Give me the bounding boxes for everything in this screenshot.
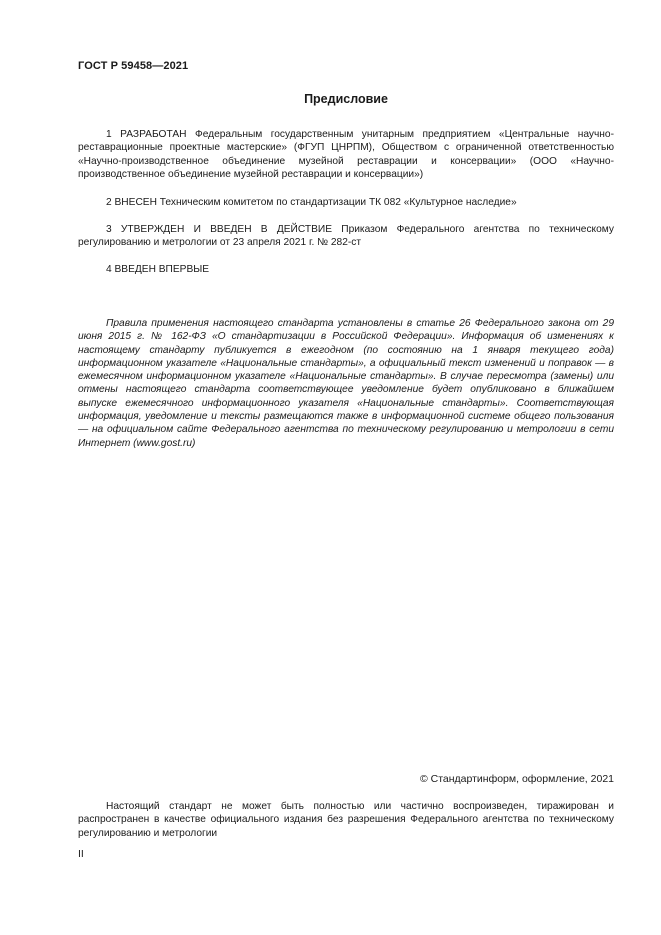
document-id: ГОСТ Р 59458—2021 bbox=[78, 60, 189, 72]
item-2 bbox=[78, 196, 614, 209]
page-title: Предисловие bbox=[304, 92, 388, 106]
notice-text: Правила применения настоящего стандарта установлены в статье 26 Федерального закона от 29 июня 2015 г. № 162-ФЗ «О стандартизации в Российской Федерации». Информация об изменениях к настоящему стандарту публикуется в ежегодном (по состоянию на 1 января текущего года) информационном указателе «Национальные стандарты», а официальный текст изменений и поправок — в ежемесячном информационном указателе «Национальные стандарты». В случае пересмотра (замены) или отмены настоящего стандарта соответствующее уведомление будет опубликовано в ближайшем выпуске ежемесячного информационного указателя «Национальные стандарты». Соответствующая информация, уведомление и тексты размещаются также в информационной системе общего пользования — на официальном сайте Федерального агентства по техническому регулированию и метрологии в сети Интернет (www.gost.ru) bbox=[78, 318, 614, 449]
item-4-text: 4 ВВЕДЕН ВПЕРВЫЕ bbox=[106, 264, 210, 275]
item-1-text: 1 РАЗРАБОТАН Федеральным государственным унитарным предприятием «Центральные научно-реставрационные проектные мастерские» (ФГУП ЦНРПМ), Обществом с ограниченной ответственностью «Научно-производственное объединение музейной реставрации и консервации» (ООО «Научно-производственное объединение музейной реставрации и консервации») bbox=[78, 129, 614, 180]
item-3 bbox=[78, 223, 614, 250]
item-1 bbox=[78, 128, 614, 181]
item-2-text: 2 ВНЕСЕН Техническим комитетом по стандартизации ТК 082 «Культурное наследие» bbox=[106, 197, 517, 208]
item-3-text: 3 УТВЕРЖДЕН И ВВЕДЕН В ДЕЙСТВИЕ Приказом Федерального агентства по техническому регулированию и метрологии от 23 апреля 2021 г. № 282-ст bbox=[78, 224, 614, 249]
page-number: II bbox=[78, 848, 84, 860]
notice-paragraph bbox=[78, 317, 614, 450]
copyright: © Стандартинформ, оформление, 2021 bbox=[419, 773, 614, 785]
item-4 bbox=[78, 263, 614, 276]
footnote bbox=[78, 800, 614, 840]
footnote-text: Настоящий стандарт не может быть полностью или частично воспроизведен, тиражирован и распространен в качестве официального издания без разрешения Федерального агентства по техническому регулированию и метрологии bbox=[78, 801, 614, 839]
